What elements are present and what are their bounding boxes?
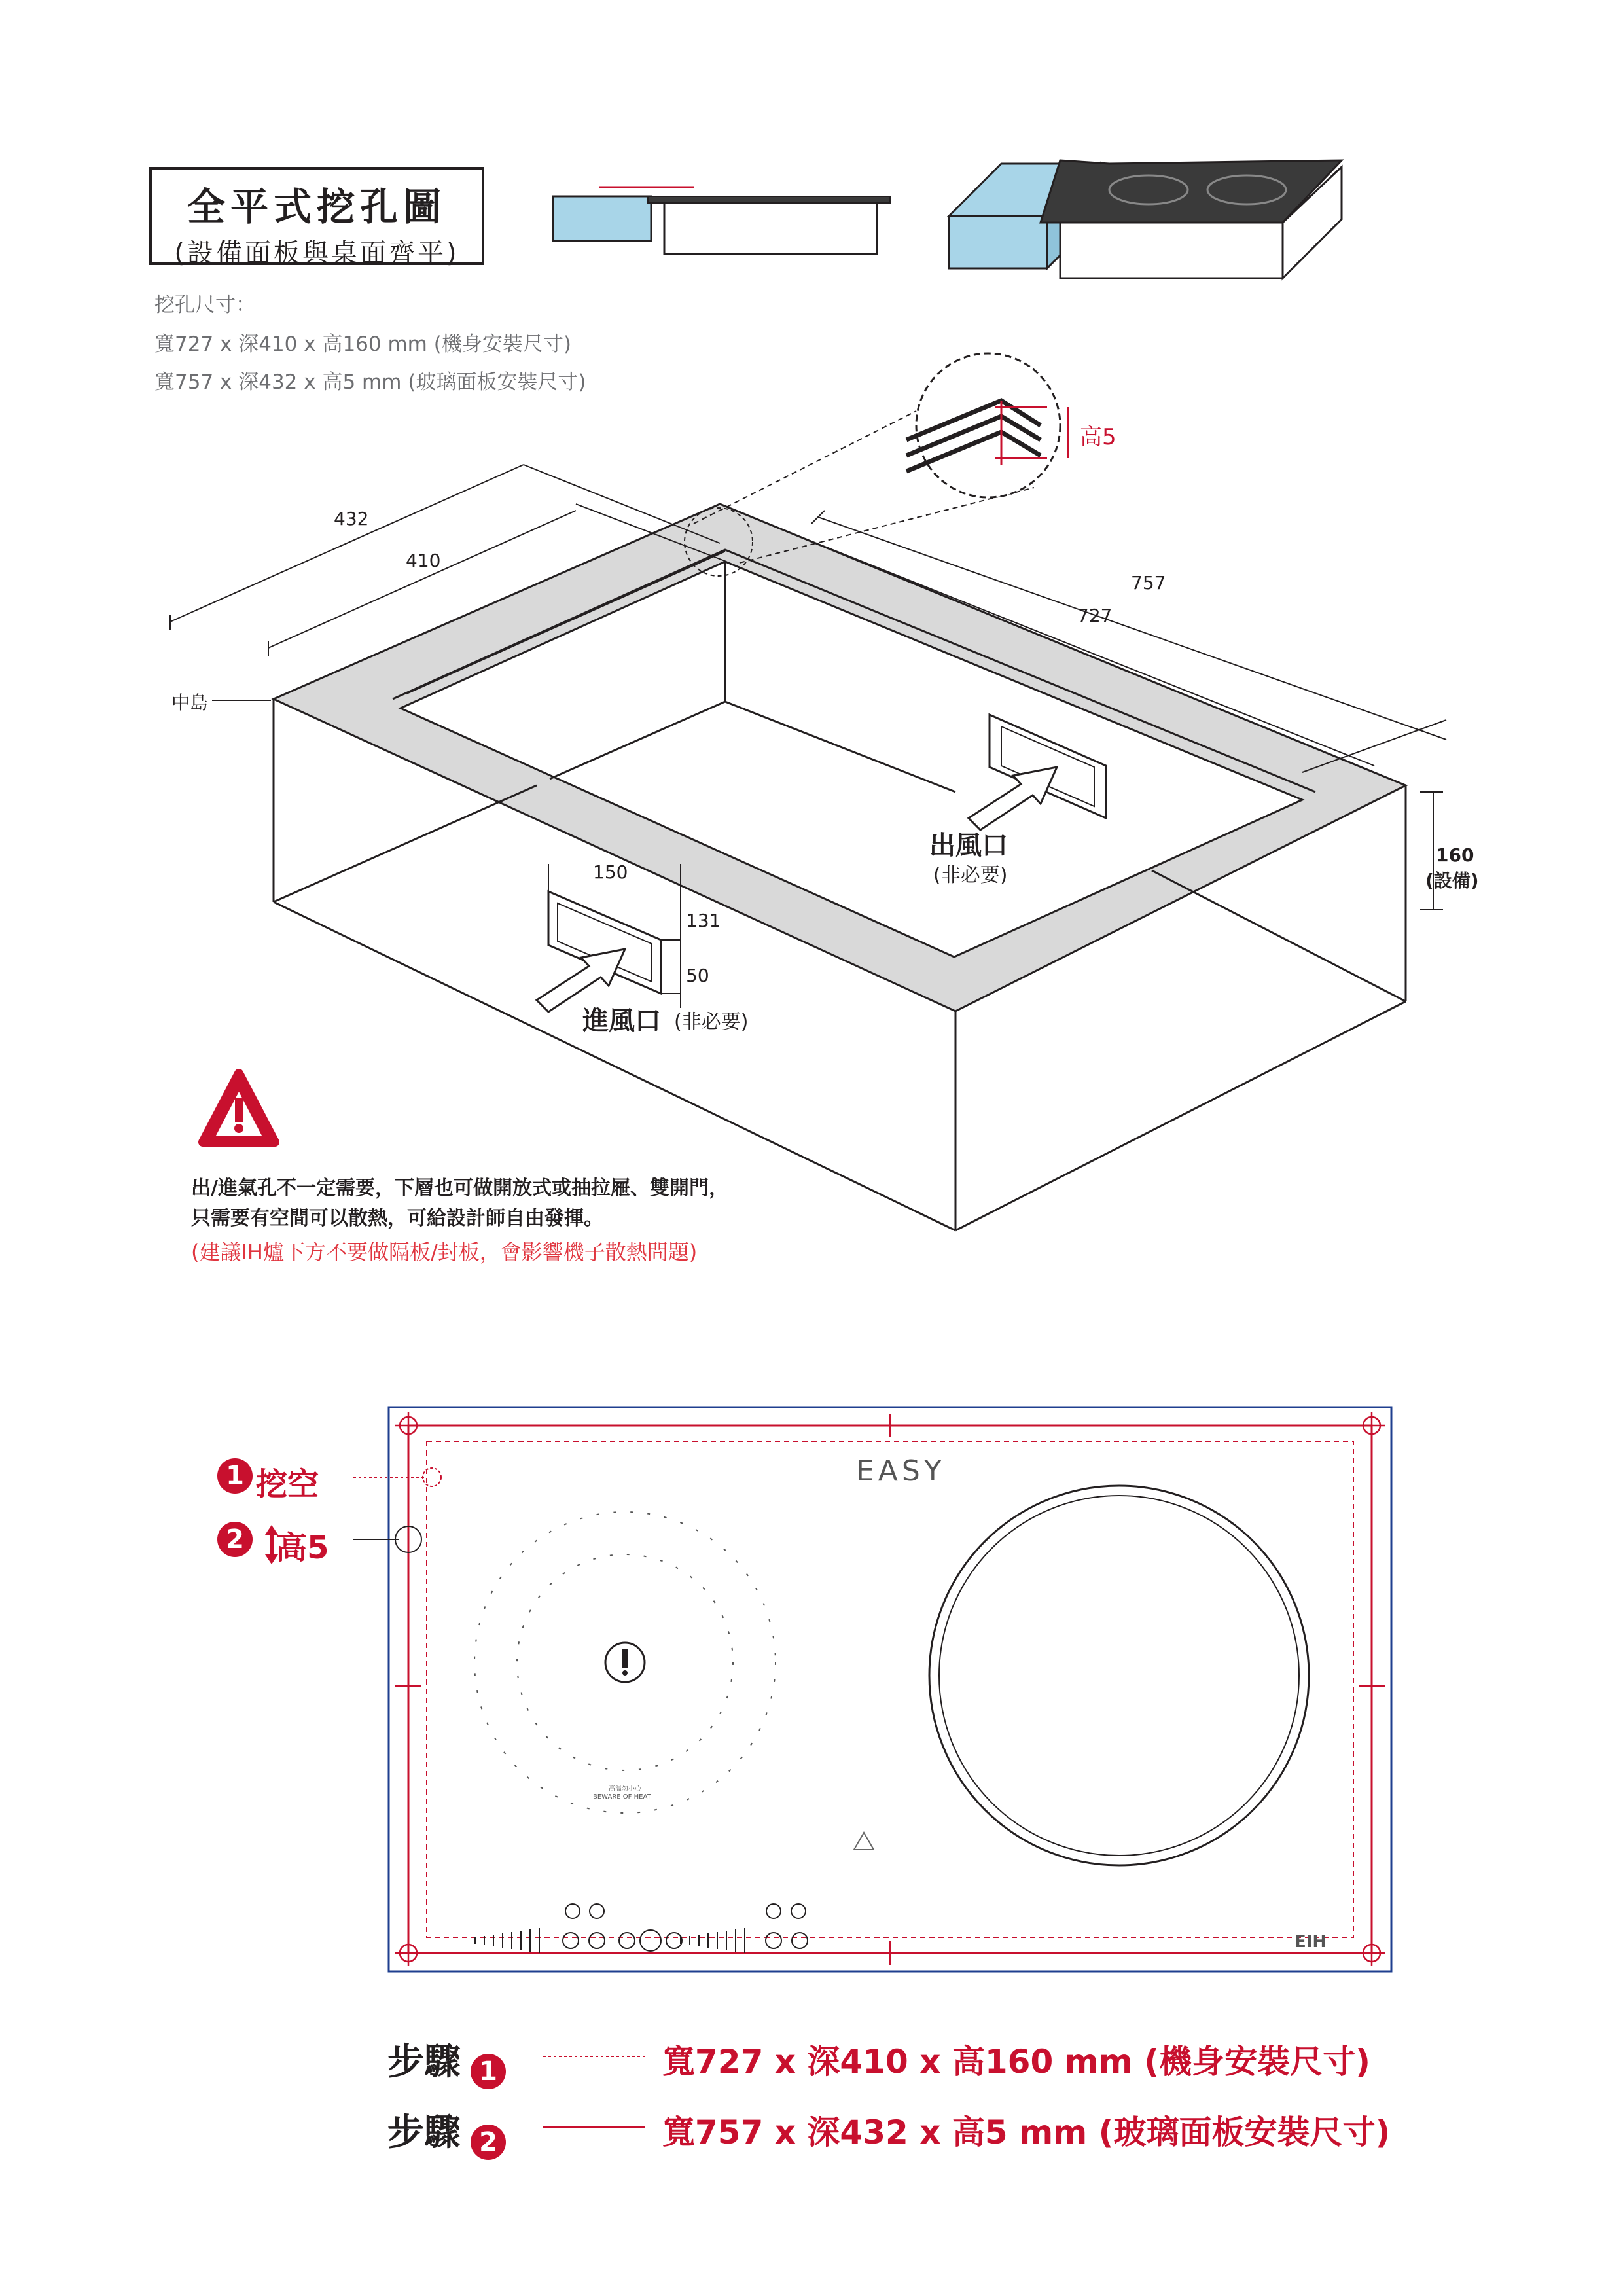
side-view-illustration bbox=[553, 187, 890, 254]
legend-2-badge: 2 bbox=[217, 1522, 253, 1557]
model-logo: EIH bbox=[1294, 1932, 1327, 1952]
warning-line-1: 出/進氣孔不一定需要，下層也可做開放式或抽拉屜、雙開門， bbox=[191, 1177, 728, 1200]
warning-line-2: 只需要有空間可以散熱，可給設計師自由發揮。 bbox=[191, 1207, 603, 1230]
vent-width: 150 bbox=[593, 861, 628, 883]
beware-heat-en: BEWARE OF HEAT bbox=[593, 1793, 651, 1801]
step-1 bbox=[387, 2033, 506, 2089]
page-subtitle: (設備面板與桌面齊平) bbox=[174, 238, 459, 268]
dim-727: 727 bbox=[1077, 605, 1113, 626]
legend-2-text: 高5 bbox=[276, 1530, 329, 1566]
cutout-spec-body: 寬727 x 深410 x 高160 mm (機身安裝尺寸) bbox=[154, 332, 571, 356]
step-1-label: 步驟 bbox=[387, 2041, 461, 2083]
dim-757: 757 bbox=[1131, 572, 1166, 594]
beware-heat-cn: 高温勿小心 bbox=[609, 1785, 641, 1793]
warning-line-3: (建議IH爐下方不要做隔板/封板，會影響機子散熱問題) bbox=[191, 1240, 698, 1265]
cooktop-top-view bbox=[265, 1407, 1391, 1971]
legend-2 bbox=[217, 1522, 329, 1568]
dim-160-note: (設備) bbox=[1425, 870, 1479, 891]
legend-1 bbox=[217, 1458, 319, 1504]
brand-logo: EASY bbox=[856, 1454, 946, 1488]
cooktop-3d-illustration bbox=[949, 160, 1342, 278]
vent-height-131: 131 bbox=[686, 910, 721, 931]
inlet-note: (非必要) bbox=[674, 1011, 749, 1033]
cutout-spec-glass: 寬757 x 深432 x 高5 mm (玻璃面板安裝尺寸) bbox=[154, 370, 586, 394]
cabinet-3d bbox=[274, 504, 1406, 1230]
warning-triangle-icon bbox=[203, 1073, 275, 1142]
outlet-note: (非必要) bbox=[933, 864, 1008, 887]
dim-160: 160 bbox=[1436, 844, 1474, 866]
dim-410: 410 bbox=[406, 550, 441, 571]
outlet-label: 出風口 bbox=[929, 831, 1008, 861]
legend-1-text: 挖空 bbox=[256, 1466, 319, 1503]
step-1-badge: 1 bbox=[471, 2054, 506, 2089]
step-2-text: 寬757 x 深432 x 高5 mm (玻璃面板安裝尺寸) bbox=[662, 2113, 1391, 2151]
step-2-label: 步驟 bbox=[387, 2111, 461, 2154]
step-1-text: 寬727 x 深410 x 高160 mm (機身安裝尺寸) bbox=[662, 2043, 1370, 2081]
island-label: 中島 bbox=[171, 692, 209, 713]
vent-height-50: 50 bbox=[686, 965, 709, 986]
step-2-badge: 2 bbox=[471, 2125, 506, 2160]
page-title: 全平式挖孔圖 bbox=[187, 185, 446, 229]
legend-1-badge: 1 bbox=[217, 1458, 253, 1494]
step-2 bbox=[387, 2104, 506, 2160]
dim-432: 432 bbox=[334, 508, 369, 529]
zoom-height-label: 高5 bbox=[1080, 424, 1116, 450]
cutout-heading: 挖孔尺寸： bbox=[154, 293, 256, 317]
inlet-label: 進風口 bbox=[582, 1006, 661, 1036]
